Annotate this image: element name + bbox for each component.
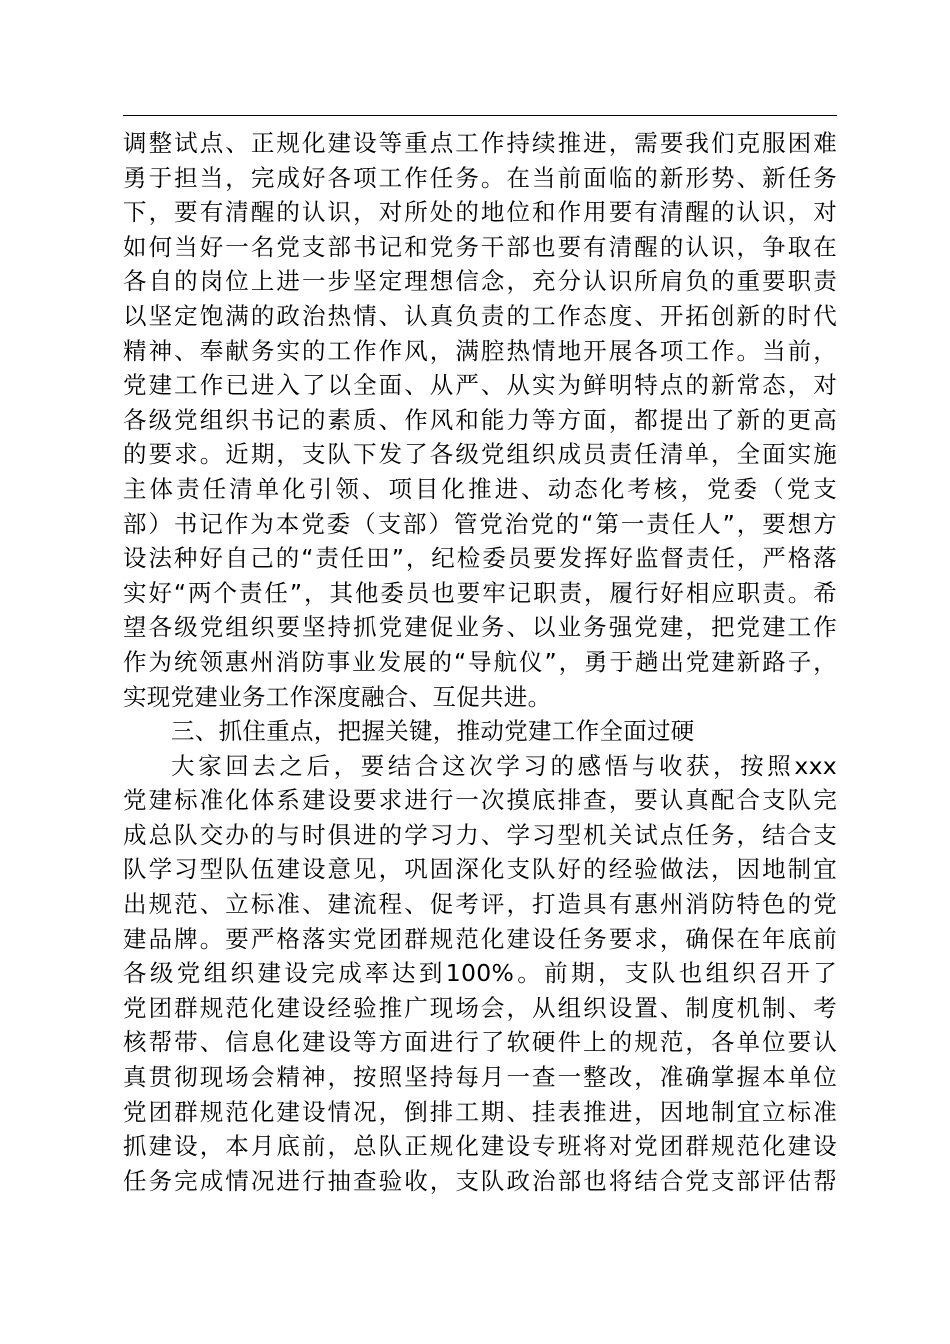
text-line: 各级党组织建设完成率达到100%。前期，支队也组织召开了	[123, 959, 837, 988]
text-line: 精神、奉献务实的工作作风，满腔热情地开展各项工作。当前，	[123, 336, 837, 365]
text-line: 党团群规范化建设情况，倒排工期、挂表推进，因地制宜立标准	[123, 1097, 837, 1126]
text-line: 下，要有清醒的认识，对所处的地位和作用要有清醒的认识，对	[123, 198, 837, 227]
text-line: 成总队交办的与时俱进的学习力、学习型机关试点任务，结合支	[123, 820, 837, 849]
text-line: 调整试点、正规化建设等重点工作持续推进，需要我们克服困难	[123, 129, 837, 157]
text-line: 主体责任清单化引领、项目化推进、动态化考核，党委（党支	[123, 474, 837, 503]
text-line: 建品牌。要严格落实党团群规范化建设任务要求，确保在年底前	[123, 924, 837, 953]
paragraph-first-line: 大家回去之后，要结合这次学习的感悟与收获，按照xxx	[171, 751, 837, 780]
text-line: 队学习型队伍建设意见，巩固深化支队好的经验做法，因地制宜	[123, 855, 837, 884]
text-line: 各自的岗位上进一步坚定理想信念，充分认识所肩负的重要职责	[123, 267, 837, 296]
text-line: 各级党组织书记的素质、作风和能力等方面，都提出了新的更高	[123, 405, 837, 434]
paragraph-end-line: 实现党建业务工作深度融合、互促共进。	[123, 682, 552, 711]
text-line: 如何当好一名党支部书记和党务干部也要有清醒的认识，争取在	[123, 232, 837, 261]
text-line: 勇于担当，完成好各项工作任务。在当前面临的新形势、新任务	[123, 163, 837, 192]
text-line: 设法种好自己的“责任田”，纪检委员要发挥好监督责任，严格落	[123, 544, 837, 573]
text-line: 的要求。近期，支队下发了各级党组织成员责任清单，全面实施	[123, 440, 837, 469]
text-line: 以坚定饱满的政治热情、认真负责的工作态度、开拓创新的时代	[123, 301, 837, 330]
text-line: 部）书记作为本党委（支部）管党治党的“第一责任人”，要想方	[123, 509, 837, 538]
text-line: 实好“两个责任”，其他委员也要牢记职责，履行好相应职责。希	[123, 578, 837, 607]
text-line: 核帮带、信息化建设等方面进行了软硬件上的规范，各单位要认	[123, 1028, 837, 1057]
text-line: 党建工作已进入了以全面、从严、从实为鲜明特点的新常态，对	[123, 371, 837, 400]
text-line: 任务完成情况进行抽查验收，支队政治部也将结合党支部评估帮	[123, 1166, 837, 1195]
section-heading: 三、抓住重点，把握关键，推动党建工作全面过硬	[171, 717, 695, 746]
header-rule	[123, 115, 837, 116]
text-line: 抓建设，本月底前，总队正规化建设专班将对党团群规范化建设	[123, 1132, 837, 1161]
text-line: 出规范、立标准、建流程、促考评，打造具有惠州消防特色的党	[123, 890, 837, 919]
text-line: 党建标准化体系建设要求进行一次摸底排查，要认真配合支队完	[123, 786, 837, 815]
text-line: 望各级党组织要坚持抓党建促业务、以业务强党建，把党建工作	[123, 613, 837, 642]
text-line: 作为统领惠州消防事业发展的“导航仪”，勇于趟出党建新路子，	[123, 647, 837, 676]
text-line: 真贯彻现场会精神，按照坚持每月一查一整改，准确掌握本单位	[123, 1063, 837, 1092]
text-line: 党团群规范化建设经验推广现场会，从组织设置、制度机制、考	[123, 993, 837, 1022]
body-text	[123, 126, 837, 1198]
